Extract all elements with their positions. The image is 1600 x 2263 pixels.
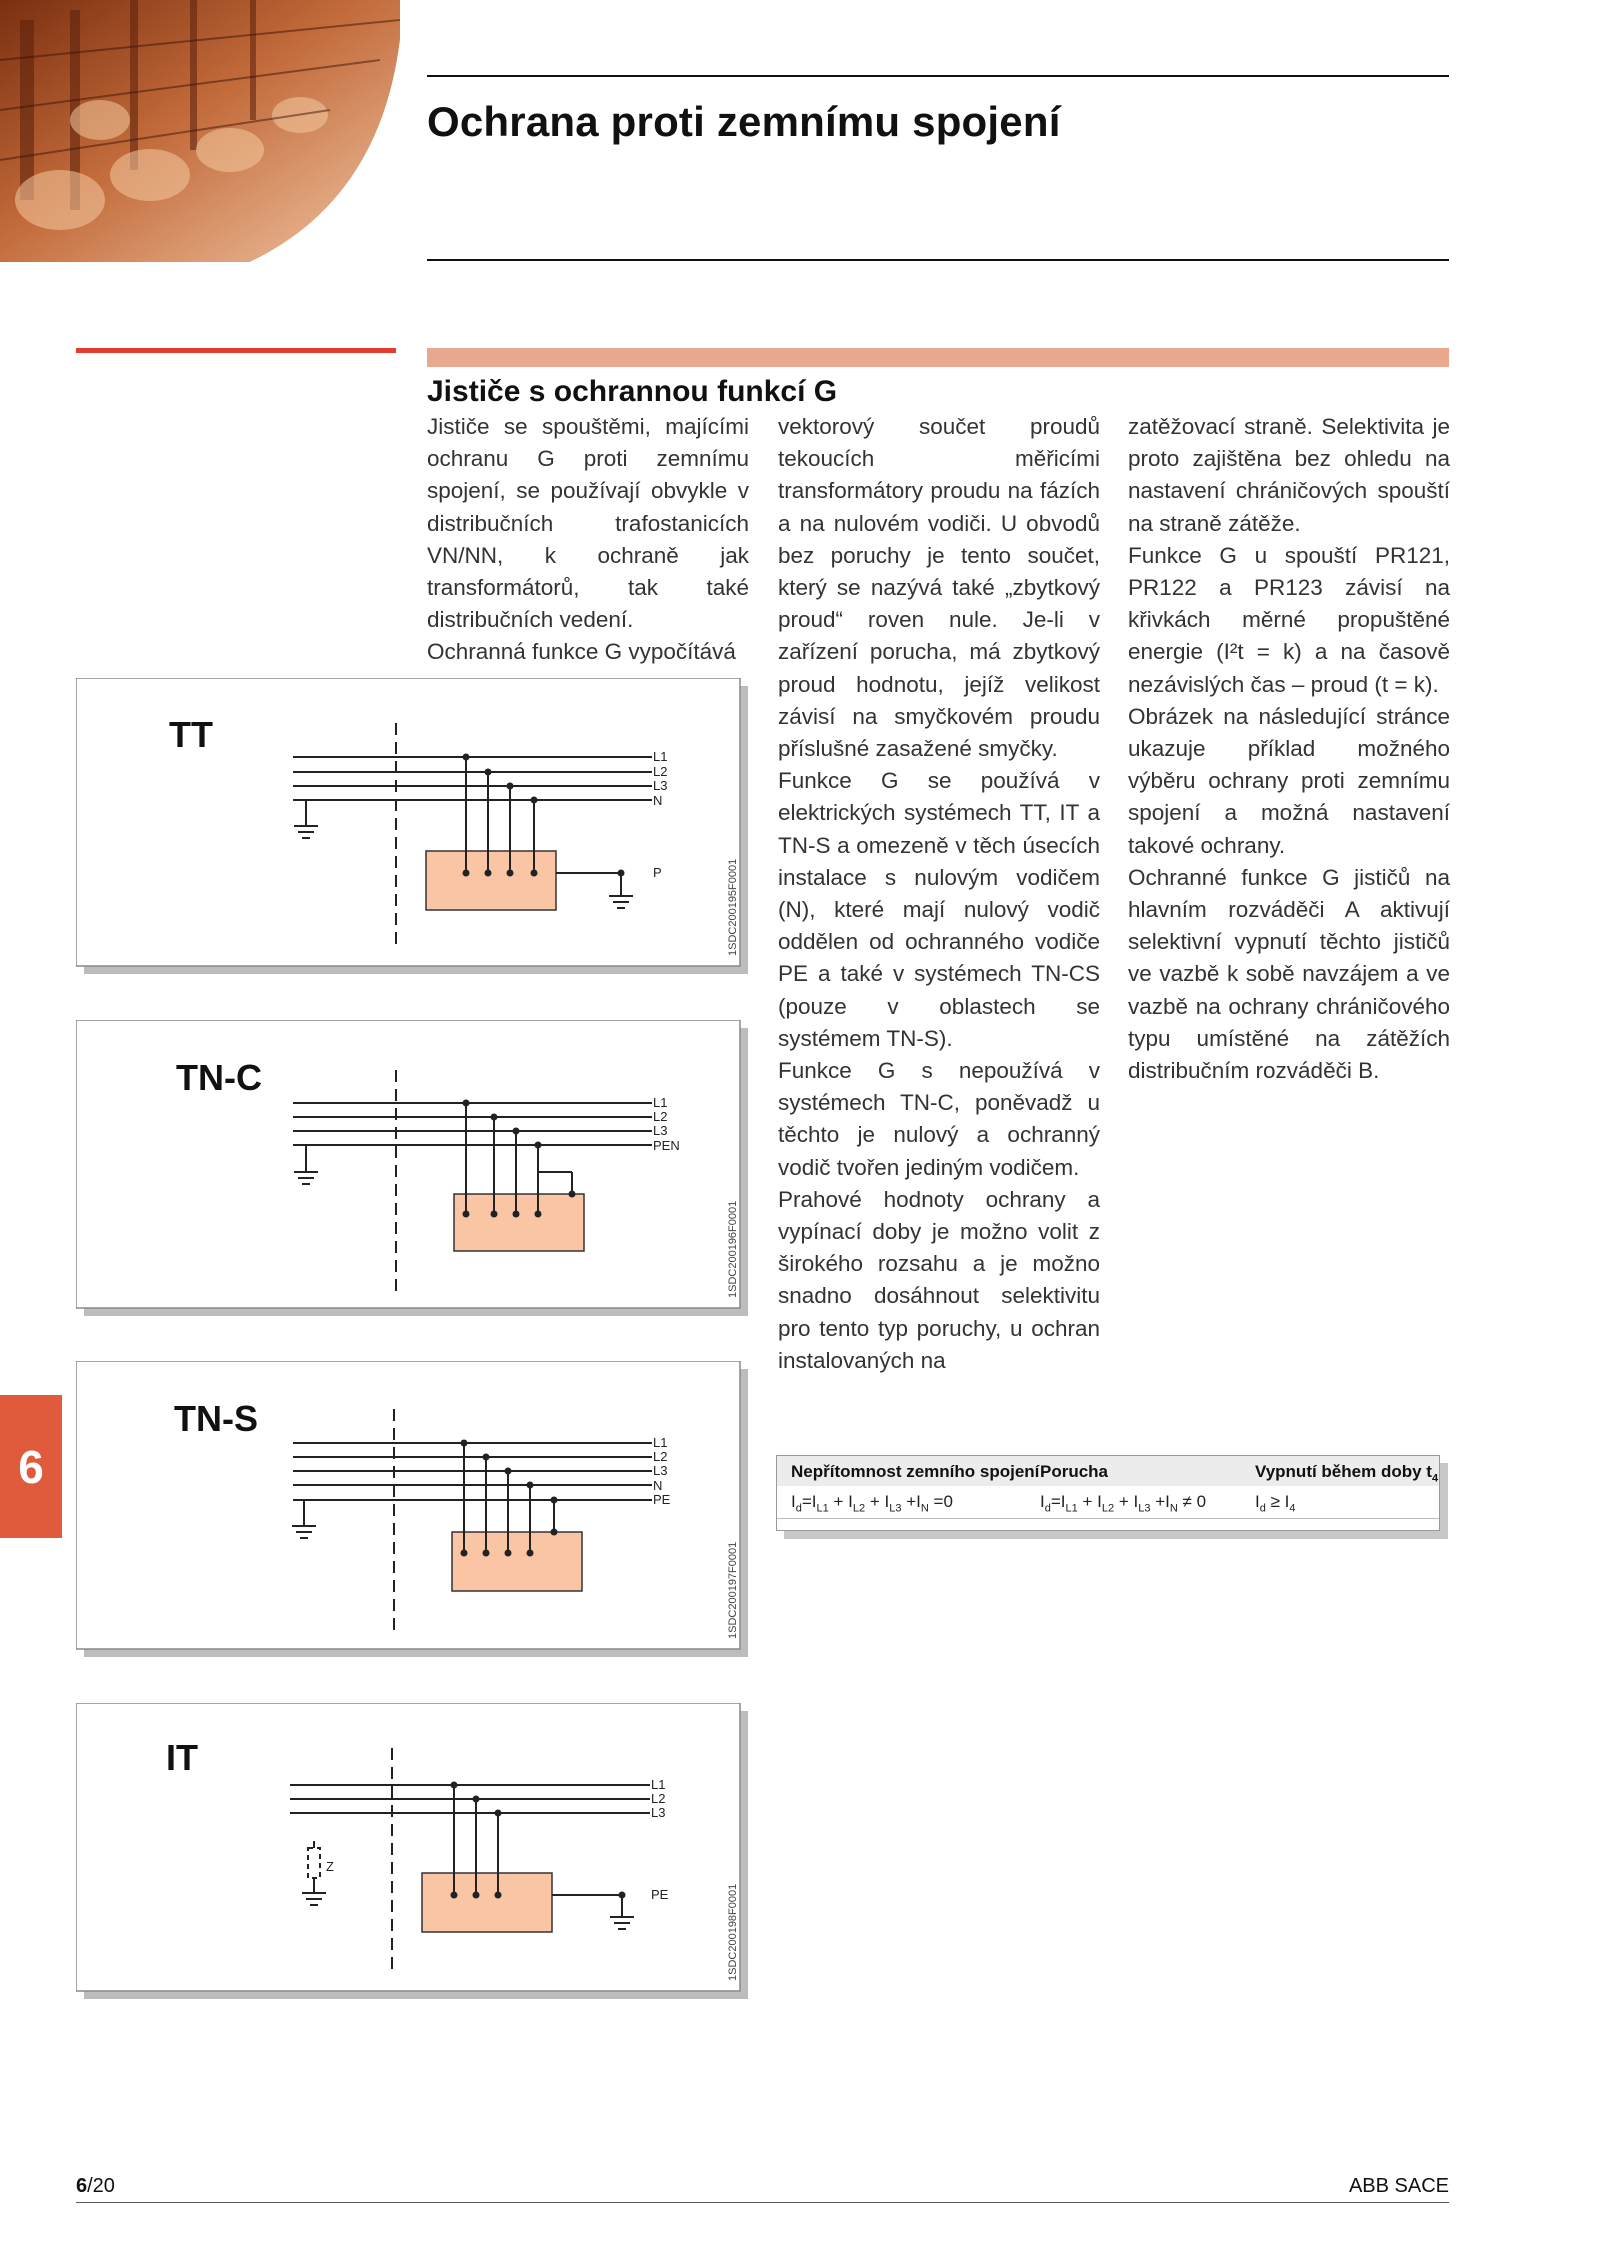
table-header-cell: Vypnutí během doby $t_4$ (1255, 1462, 1439, 1485)
page-title: Ochrana proti zemnímu spojení (427, 98, 1061, 145)
figure-code: 1SDC200195F0001 (727, 858, 739, 956)
red-accent-rule (76, 348, 396, 353)
conductor-label: L2 (651, 1791, 666, 1806)
diagram-tt (76, 678, 748, 974)
table-cell: $I_d=I_{L1} + I_{L2} + I_{L3} +I_N \ne 0$ (1040, 1492, 1207, 1515)
impedance-label: Z (326, 1859, 334, 1874)
conductor-label: L3 (653, 1463, 668, 1478)
figure-code: 1SDC200196F0001 (727, 1200, 739, 1298)
paragraph: Funkce G s nepoužívá v systémech TN-C, poněvadž u těchto je nulový a ochranný vodič tvořen jediným vodičem. (778, 1058, 1100, 1180)
diagram-it (76, 1703, 748, 1999)
condition-table (776, 1455, 1448, 1539)
conductor-label: N (653, 1478, 663, 1493)
conductor-label: L1 (653, 1435, 668, 1450)
load-box (422, 1873, 552, 1932)
conductor-label: L3 (653, 778, 668, 793)
section-bar (427, 348, 1449, 367)
header-photo (0, 0, 400, 262)
conductor-label: N (653, 793, 663, 808)
conductor-label: PE (653, 1492, 671, 1507)
diagram-title: TN-S (174, 1398, 258, 1439)
table-body (776, 1455, 1440, 1531)
conductor-label: L3 (651, 1805, 666, 1820)
diagram-title: TN-C (176, 1057, 262, 1098)
conductor-label: L2 (653, 1109, 668, 1124)
conductor-label: L2 (653, 764, 668, 779)
paragraph: vektorový součet proudů tekoucích měřicími transformátory proudu na fázích a na nulovém vodiči. U obvodů bez poruchy je tento součet, který se nazývá také „zbytkový proud“ roven nule. Je-li v zařízení porucha, má zbytkový proud hodnotu, jejíž velikost závisí na smyčkovém proudu příslušné zasažené smyčky. (778, 414, 1100, 762)
figure-code: 1SDC200198F0001 (727, 1883, 739, 1981)
diagram-title: IT (166, 1737, 198, 1778)
chapter-tab: 6 (0, 1395, 62, 1538)
paragraph: Obrázek na následující stránce ukazuje příklad možného výběru ochrany proti zemnímu spojení a možná nastavení takové ochrany. (1128, 703, 1450, 858)
diagram-tn-s (76, 1361, 748, 1657)
table-header-cell: Porucha (1040, 1462, 1109, 1481)
conductor-label: L1 (651, 1777, 666, 1792)
diagram-title: TT (169, 714, 213, 755)
paragraph: Ochranná funkce G vypočítává (427, 639, 736, 665)
diagram-tn-c (76, 1020, 748, 1316)
load-box (426, 851, 556, 910)
brand-name: ABB SACE (1348, 2175, 1449, 2197)
conductor-label: L1 (653, 1095, 668, 1110)
conductor-label: L3 (653, 1123, 668, 1138)
footer-rule (76, 2202, 1449, 2203)
table-header-cell: Nepřítomnost zemního spojení (791, 1462, 1040, 1481)
table-header-row (777, 1456, 1439, 1486)
paragraph: zatěžovací straně. Selektivita je proto zajištěna bez ohledu na nastavení chráničových spouští na straně zátěže. (1128, 414, 1450, 536)
section-title: Jističe s ochrannou funkcí G (427, 375, 838, 408)
title-bottom-rule (427, 259, 1449, 261)
paragraph: Funkce G se používá v elektrických systémech TT, IT a TN-S a omezeně v těch úsecích instalace s nulovým vodičem (N), které mají nulový vodič oddělen od ochranného vodiče PE a také v systémech TN-CS (pouze v oblastech se systémem TN-S). (778, 768, 1100, 1051)
paragraph: Prahové hodnoty ochrany a vypínací doby je možno volit z širokého rozsahu a je možno snadno dosáhnout selektivitu pro tento typ poruchy, u ochran instalovaných na (778, 1186, 1100, 1373)
text-column-2 (778, 411, 1100, 1377)
paragraph: Funkce G u spouští PR121, PR122 a PR123 závisí na křivkách měrné propuštěné energie (I²t = k) a na časově nezávislých čas – proud (t = k). (1128, 542, 1450, 697)
conductor-label: L1 (653, 749, 668, 764)
text-column-1 (427, 411, 749, 669)
conductor-label: L2 (653, 1449, 668, 1464)
figure-code: 1SDC200197F0001 (727, 1541, 739, 1639)
paragraph: Jističe se spouštěmi, majícími ochranu G proti zemnímu spojení, se používají obvykle v distribučních trafostanicích VN/NN, k ochraně jak transformátorů, tak také distribučních vedení. (427, 414, 749, 633)
top-rule (427, 75, 1449, 77)
text-column-3 (1128, 411, 1450, 1087)
conductor-label: PE (651, 1887, 669, 1902)
page-number: 6/20 (76, 2175, 115, 2197)
table-cell: $I_d=I_{L1} + I_{L2} + I_{L3} +I_N =0$ (791, 1492, 953, 1515)
conductor-label: PEN (653, 1138, 680, 1153)
conductor-label: P (653, 865, 662, 880)
table-cell: $I_d \ge I_4$ (1255, 1492, 1296, 1515)
load-box (454, 1194, 584, 1251)
paragraph: Ochranné funkce G jističů na hlavním rozváděči A aktivují selektivní vypnutí těchto jističů ve vazbě k sobě navzájem a ve vazbě na ochrany chráničového typu umístěné na zátěžích distribučním rozváděči B. (1128, 864, 1450, 1084)
table-row (777, 1488, 1439, 1519)
load-box (452, 1532, 582, 1591)
